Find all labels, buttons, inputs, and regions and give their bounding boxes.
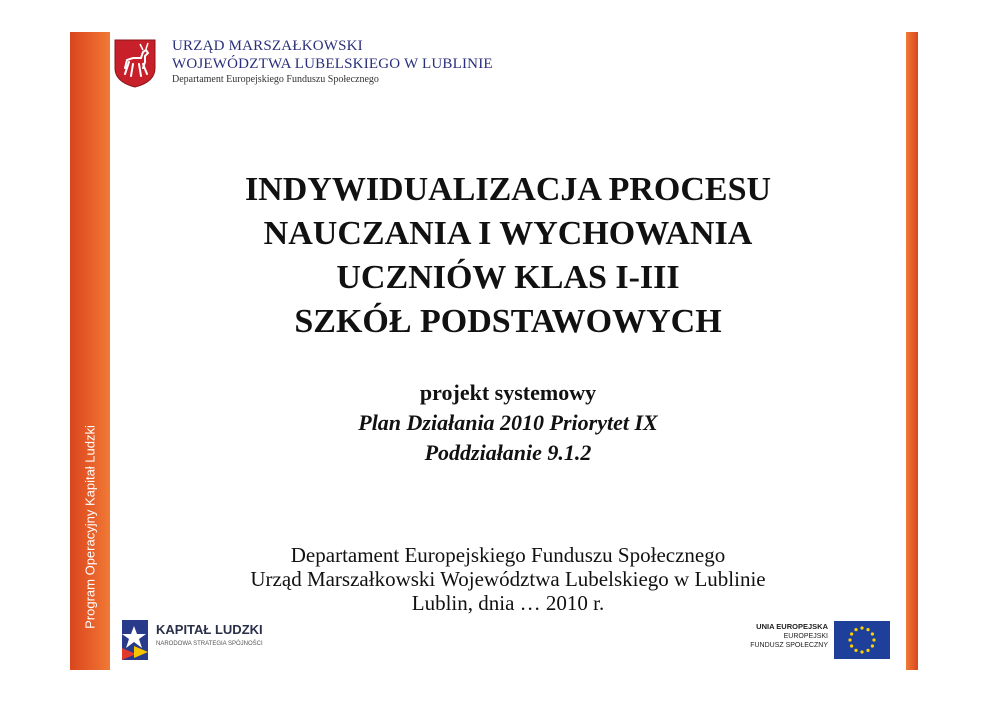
eu-line-2: EUROPEJSKI [783,633,828,640]
subtitle-line-2: Plan Działania 2010 Priorytet IX [358,410,658,435]
title-line: NAUCZANIA I WYCHOWANIA [263,215,753,252]
main-title [110,168,906,344]
kapital-ludzki-logo [118,618,298,662]
subtitle-line-3: Poddziałanie 9.1.2 [424,440,592,465]
department-line-3: Lublin, dnia … 2010 r. [411,591,605,615]
department-line-1: Departament Europejskiego Funduszu Społecznego [290,543,726,567]
kapital-ludzki-subtitle: NARODOWA STRATEGIA SPÓJNOŚCI [156,641,263,647]
subtitle-block [110,378,906,468]
title-line: SZKÓŁ PODSTAWOWYCH [294,303,722,340]
header-line-2: WOJEWÓDZTWA LUBELSKIEGO W LUBLINIE [172,56,493,72]
coat-of-arms-icon [113,38,157,88]
title-line: UCZNIÓW KLAS I-III [336,259,680,296]
eu-logo [740,621,890,661]
header-institution [172,37,493,87]
sidebar-program-text: Program Operacyjny Kapitał Ludzki [82,425,98,629]
header-line-1: URZĄD MARSZAŁKOWSKI [172,38,363,54]
kapital-ludzki-icon [118,618,152,662]
department-line-2: Urząd Marszałkowski Województwa Lubelskiego w Lublinie [250,567,766,591]
left-orange-bar [70,32,110,670]
department-block [110,543,906,615]
eu-line-1: UNIA EUROPEJSKA [756,622,828,631]
subtitle-line-1: projekt systemowy [419,380,597,405]
title-line: INDYWIDUALIZACJA PROCESU [244,171,772,208]
eu-line-3: FUNDUSZ SPOŁECZNY [750,642,828,649]
eu-flag-icon [834,621,890,659]
right-orange-bar [906,32,918,670]
header-line-3: Departament Europejskiego Funduszu Społecznego [172,74,379,85]
kapital-ludzki-title: KAPITAŁ LUDZKI [156,622,263,637]
